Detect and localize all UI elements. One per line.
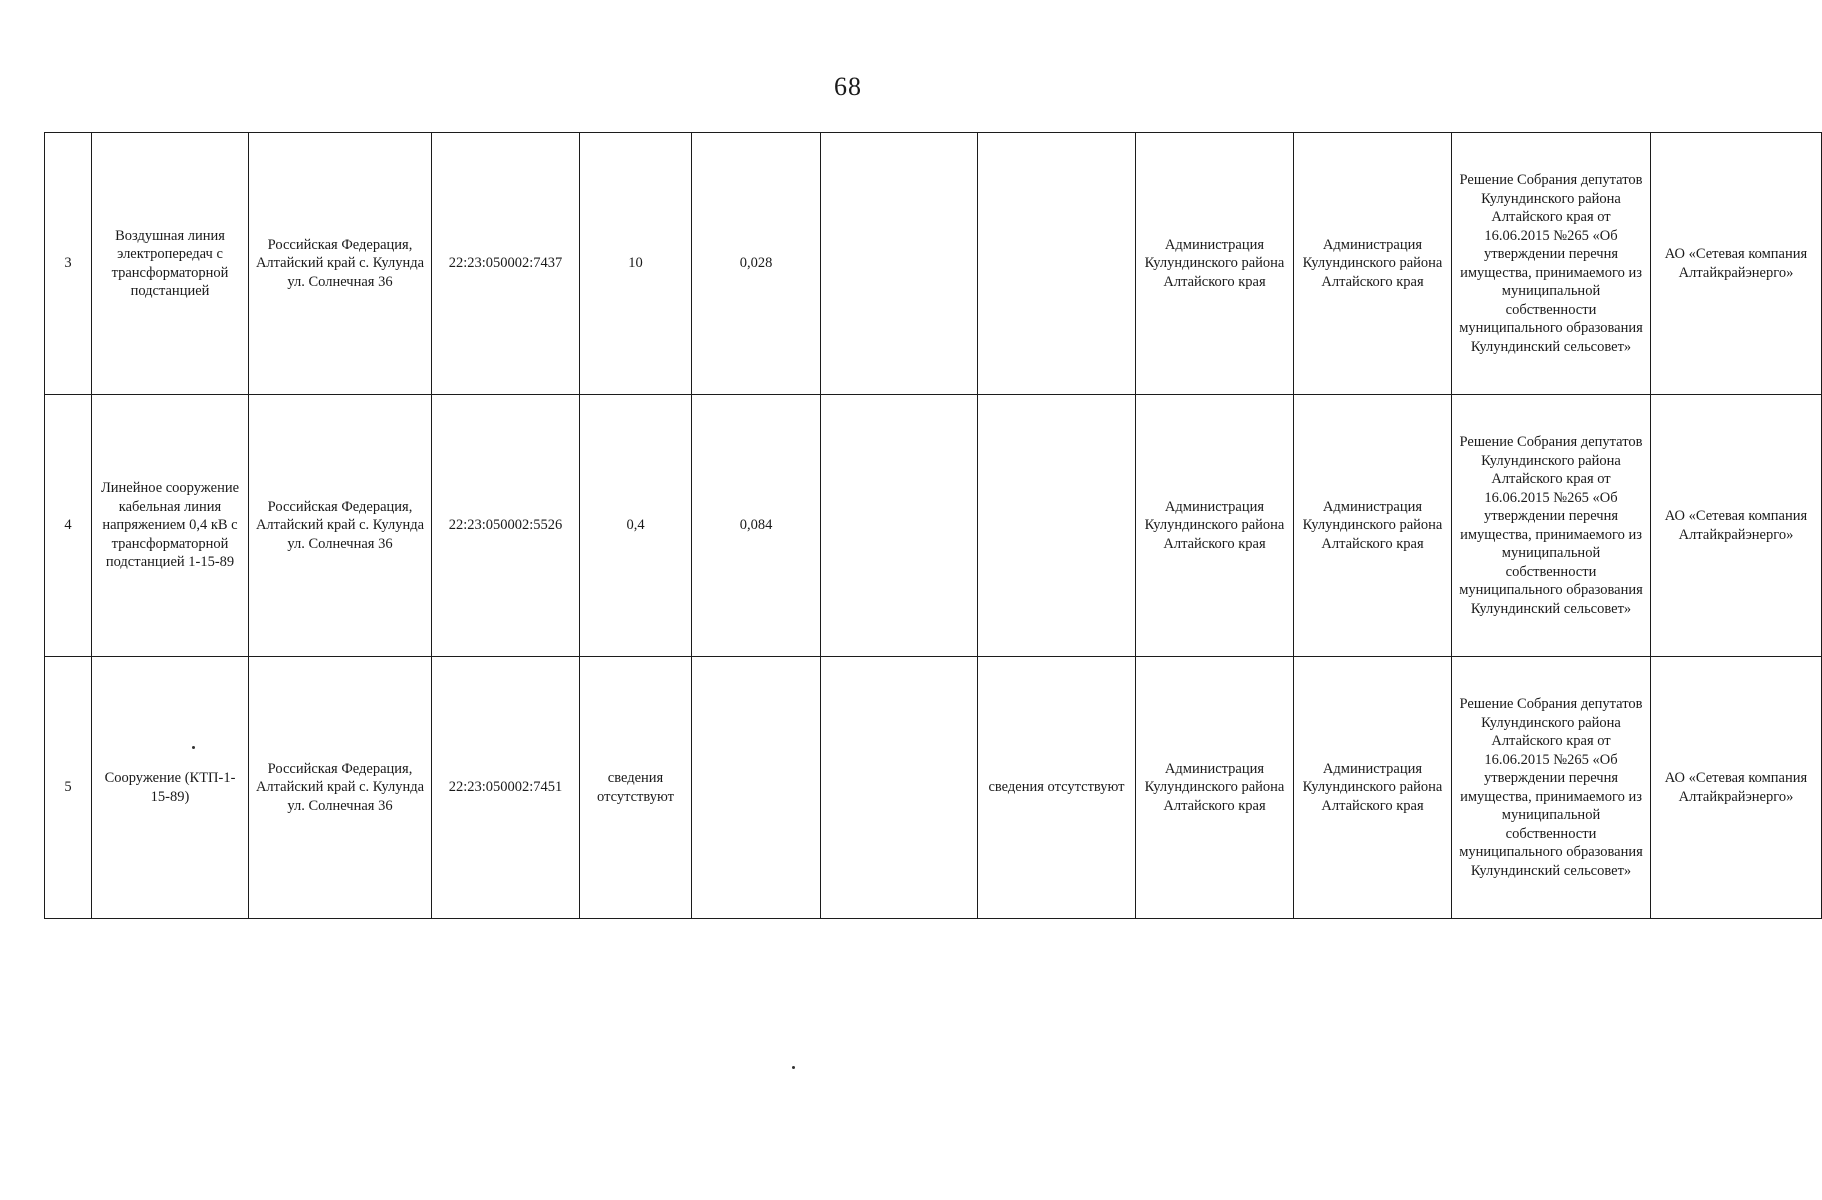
cell-param-4: сведения отсутствуют xyxy=(978,657,1136,919)
cell-address: Российская Федерация, Алтайский край с. Кулунда ул. Солнечная 36 xyxy=(249,395,432,657)
table-row xyxy=(45,133,1822,395)
cell-param-1: 10 xyxy=(580,133,692,395)
cell-holder-2: Администрация Кулундинского района Алтайского края xyxy=(1294,395,1452,657)
cell-basis: Решение Собрания депутатов Кулундинского района Алтайского края от 16.06.2015 №265 «Об утверждении перечня имущества, принимаемого из муниципальной собственности муниципального образования Кулундинский сельсовет» xyxy=(1452,395,1651,657)
cell-basis: Решение Собрания депутатов Кулундинского района Алтайского края от 16.06.2015 №265 «Об утверждении перечня имущества, принимаемого из муниципальной собственности муниципального образования Кулундинский сельсовет» xyxy=(1452,657,1651,919)
page-number: 68 xyxy=(834,72,862,101)
cell-address: Российская Федерация, Алтайский край с. Кулунда ул. Солнечная 36 xyxy=(249,657,432,919)
cell-object-name: Сооружение (КТП-1-15-89) xyxy=(92,657,249,919)
cell-param-3 xyxy=(821,133,978,395)
cell-param-4 xyxy=(978,395,1136,657)
cell-param-4 xyxy=(978,133,1136,395)
cell-param-1: 0,4 xyxy=(580,395,692,657)
scan-speck xyxy=(192,746,195,749)
cell-row-number: 4 xyxy=(45,395,92,657)
cell-param-2: 0,084 xyxy=(692,395,821,657)
cell-holder-1: Администрация Кулундинского района Алтайского края xyxy=(1136,133,1294,395)
property-registry-table xyxy=(44,132,1822,919)
cell-holder-2: Администрация Кулундинского района Алтайского края xyxy=(1294,133,1452,395)
cell-address: Российская Федерация, Алтайский край с. Кулунда ул. Солнечная 36 xyxy=(249,133,432,395)
cell-cadastral-number: 22:23:050002:7451 xyxy=(432,657,580,919)
cell-row-number: 5 xyxy=(45,657,92,919)
cell-param-2: 0,028 xyxy=(692,133,821,395)
cell-cadastral-number: 22:23:050002:5526 xyxy=(432,395,580,657)
cell-row-number: 3 xyxy=(45,133,92,395)
cell-holder-2: Администрация Кулундинского района Алтайского края xyxy=(1294,657,1452,919)
cell-param-3 xyxy=(821,395,978,657)
table-row xyxy=(45,395,1822,657)
cell-cadastral-number: 22:23:050002:7437 xyxy=(432,133,580,395)
cell-operator: АО «Сетевая компания Алтайкрайэнерго» xyxy=(1651,395,1822,657)
cell-holder-1: Администрация Кулундинского района Алтайского края xyxy=(1136,657,1294,919)
cell-object-name: Воздушная линия электропередач с трансформаторной подстанцией xyxy=(92,133,249,395)
cell-operator: АО «Сетевая компания Алтайкрайэнерго» xyxy=(1651,657,1822,919)
cell-operator: АО «Сетевая компания Алтайкрайэнерго» xyxy=(1651,133,1822,395)
cell-param-1: сведения отсутствуют xyxy=(580,657,692,919)
cell-param-2 xyxy=(692,657,821,919)
table-row xyxy=(45,657,1822,919)
cell-basis: Решение Собрания депутатов Кулундинского района Алтайского края от 16.06.2015 №265 «Об утверждении перечня имущества, принимаемого из муниципальной собственности муниципального образования Кулундинский сельсовет» xyxy=(1452,133,1651,395)
scan-speck xyxy=(792,1066,795,1069)
cell-param-3 xyxy=(821,657,978,919)
cell-holder-1: Администрация Кулундинского района Алтайского края xyxy=(1136,395,1294,657)
cell-object-name: Линейное сооружение кабельная линия напряжением 0,4 кВ с трансформаторной подстанцией 1-15-89 xyxy=(92,395,249,657)
